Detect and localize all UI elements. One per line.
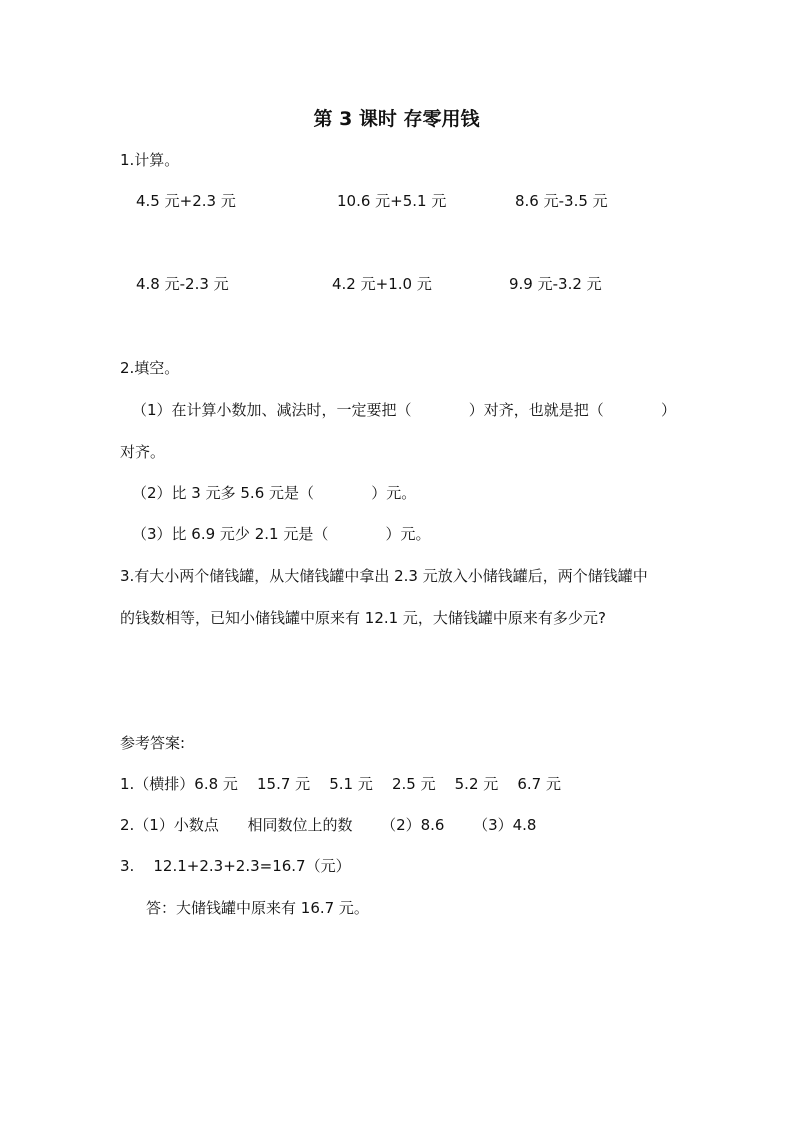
calc-item-2: 10.6 元+5.1 元 bbox=[337, 192, 447, 210]
answer-3: 3. 12.1+2.3+2.3=16.7（元） bbox=[120, 857, 351, 875]
calc-item-6: 9.9 元-3.2 元 bbox=[509, 275, 602, 293]
page-title: 第 3 课时 存零用钱 bbox=[313, 108, 480, 130]
answer-2: 2.（1）小数点 相同数位上的数 （2）8.6 （3）4.8 bbox=[120, 816, 537, 834]
calc-item-4: 4.8 元-2.3 元 bbox=[136, 275, 229, 293]
calc-item-5: 4.2 元+1.0 元 bbox=[332, 275, 432, 293]
q2-part1-line1: （1）在计算小数加、减法时，一定要把（ ）对齐，也就是把（ ） bbox=[132, 401, 676, 419]
calc-item-3: 8.6 元-3.5 元 bbox=[515, 192, 608, 210]
q3-line1: 3.有大小两个储钱罐，从大储钱罐中拿出 2.3 元放入小储钱罐后，两个储钱罐中 bbox=[120, 567, 648, 585]
q3-line2: 的钱数相等，已知小储钱罐中原来有 12.1 元，大储钱罐中原来有多少元? bbox=[120, 609, 606, 627]
answer-3-conclusion: 答：大储钱罐中原来有 16.7 元。 bbox=[146, 899, 369, 917]
answers-heading: 参考答案: bbox=[120, 734, 186, 752]
calc-item-1: 4.5 元+2.3 元 bbox=[136, 192, 236, 210]
q1-heading: 1.计算。 bbox=[120, 151, 180, 169]
q2-part2: （2）比 3 元多 5.6 元是（ ）元。 bbox=[132, 484, 417, 502]
answer-1: 1.（横排）6.8 元 15.7 元 5.1 元 2.5 元 5.2 元 6.7 元 bbox=[120, 775, 561, 793]
q2-part3: （3）比 6.9 元少 2.1 元是（ ）元。 bbox=[132, 525, 431, 543]
q2-heading: 2.填空。 bbox=[120, 359, 180, 377]
q2-part1-line2: 对齐。 bbox=[120, 443, 166, 461]
